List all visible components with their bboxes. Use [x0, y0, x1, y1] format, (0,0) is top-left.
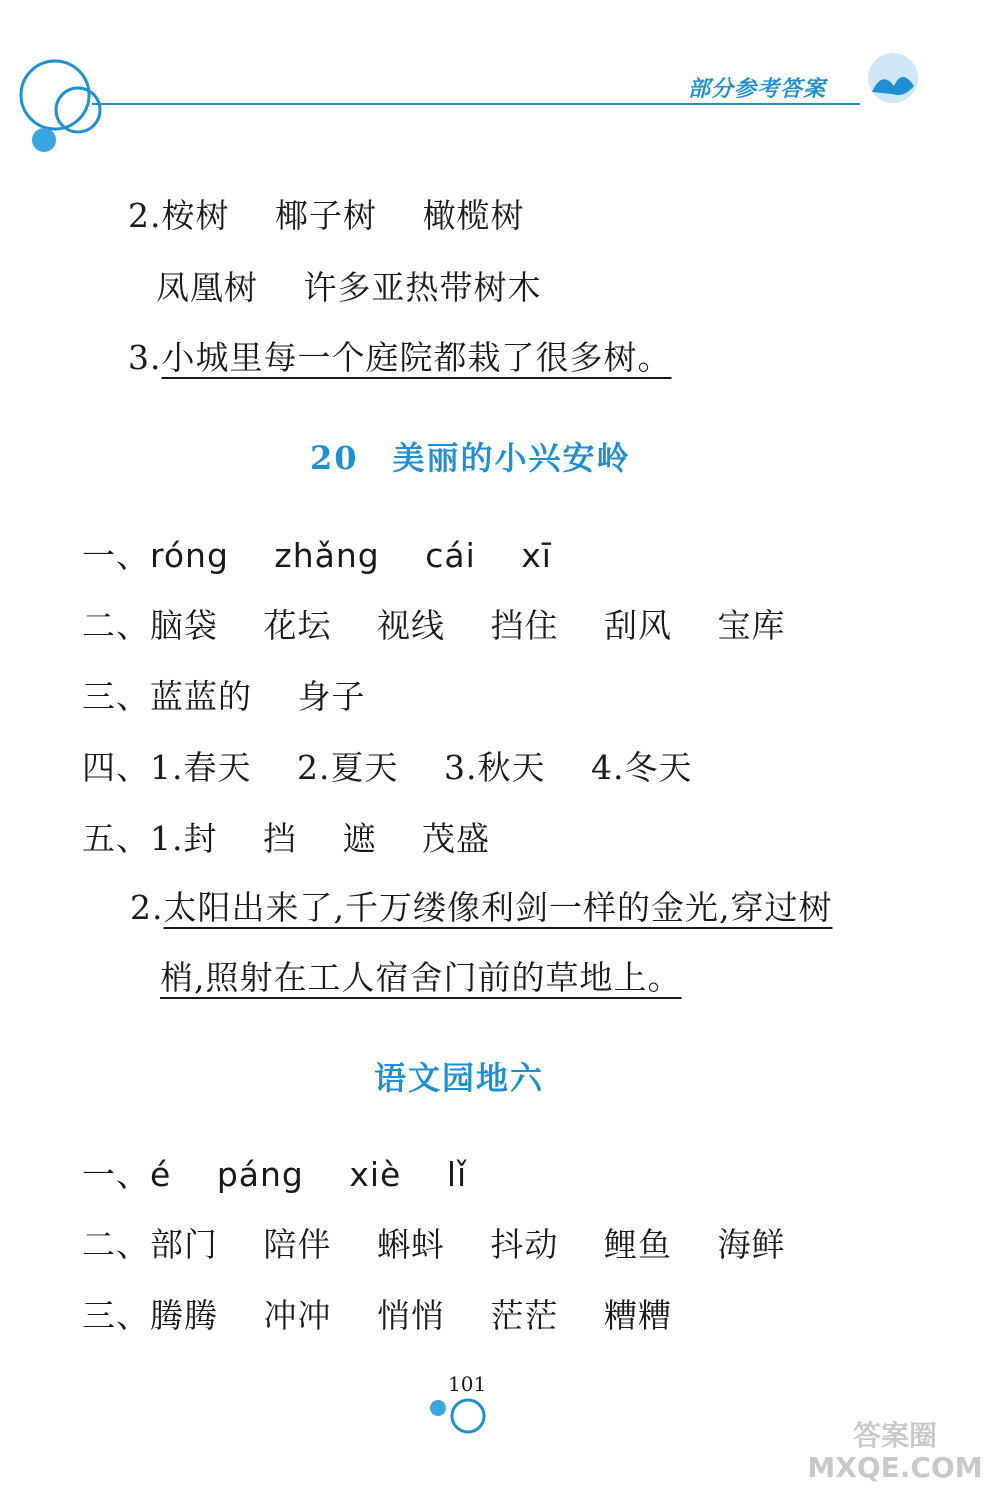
answer-item: 3.秋天 — [444, 748, 546, 787]
s20-q5 — [82, 819, 490, 859]
question-number: 2. — [130, 888, 164, 927]
answer-item: 挡 — [263, 819, 297, 858]
answer-item: 椰子树 — [275, 196, 377, 235]
question-number: 3. — [128, 338, 162, 377]
header-circles-decoration — [0, 0, 1000, 170]
answer-item: 蝌蚪 — [377, 1225, 445, 1264]
pinyin-item: lǐ — [446, 1155, 468, 1194]
s20-q3 — [82, 677, 366, 717]
answer-item: 部门 — [150, 1225, 218, 1264]
answer-item: 遮 — [342, 819, 377, 858]
lesson-number: 20 — [310, 439, 359, 477]
s20-q5-2-line1 — [130, 888, 832, 928]
answer-item: 花坛 — [263, 606, 332, 645]
pinyin-item: páng — [216, 1155, 304, 1194]
answer-sentence: 小城里每一个庭院都栽了很多树。 — [161, 338, 672, 377]
answer-item: 许多亚热带树木 — [303, 268, 542, 307]
answer-item: 冲冲 — [263, 1296, 332, 1335]
answer-sentence: 梢,照射在工人宿舍门前的草地上。 — [160, 958, 682, 997]
answer-item: 4.冬天 — [591, 748, 693, 787]
answer-item: 鲤鱼 — [604, 1225, 672, 1264]
prev-q2-line1 — [128, 196, 525, 236]
yw-q1 — [82, 1155, 467, 1195]
pinyin-item: cái — [425, 536, 476, 575]
yw-q3 — [82, 1296, 672, 1336]
pinyin-item: zhǎng — [274, 536, 380, 575]
yw-q2 — [82, 1225, 786, 1265]
answer-item: 身子 — [297, 677, 366, 716]
question-label: 四、 — [82, 748, 150, 787]
pinyin-item: xiè — [349, 1155, 402, 1194]
question-label: 一、 — [82, 1155, 150, 1194]
answer-item: 橄榄树 — [422, 196, 525, 235]
answer-item: 挡住 — [490, 606, 559, 645]
answer-item: 宝库 — [717, 606, 786, 645]
s20-q2 — [82, 606, 786, 646]
pinyin-item: róng — [150, 536, 229, 575]
answer-item: 脑袋 — [150, 606, 218, 645]
prev-q3 — [128, 338, 672, 378]
section-title-text: 语文园地六 — [374, 1059, 545, 1097]
answer-item: 抖动 — [490, 1225, 559, 1264]
answer-item: 1.春天 — [150, 748, 252, 787]
lesson-title: 美丽的小兴安岭 — [392, 439, 631, 477]
section-title-20 — [310, 438, 631, 478]
answer-item: 1.封 — [150, 819, 218, 858]
answer-item: 2.桉树 — [128, 196, 230, 235]
s20-q4 — [82, 748, 693, 788]
answer-item: 悄悄 — [377, 1296, 445, 1335]
pinyin-item: é — [150, 1155, 172, 1194]
answer-item: 海鲜 — [717, 1225, 786, 1264]
answer-item: 茫茫 — [490, 1296, 559, 1335]
answer-item: 蓝蓝的 — [150, 677, 252, 716]
question-label: 二、 — [82, 606, 150, 645]
answer-item: 2.夏天 — [297, 748, 399, 787]
question-label: 一、 — [82, 536, 150, 575]
question-label: 三、 — [82, 1296, 150, 1335]
page-number: 101 — [448, 1372, 487, 1396]
answer-item: 凤凰树 — [156, 268, 258, 307]
prev-q2-line2 — [156, 268, 542, 308]
answer-item: 茂盛 — [422, 819, 490, 858]
answer-item: 腾腾 — [150, 1296, 218, 1335]
question-label: 五、 — [82, 819, 150, 858]
question-label: 二、 — [82, 1225, 150, 1264]
section-title-yuwen — [374, 1058, 544, 1098]
answer-item: 陪伴 — [263, 1225, 332, 1264]
answer-item: 刮风 — [604, 606, 672, 645]
s20-q1 — [82, 536, 552, 576]
answer-sentence: 太阳出来了,千万缕像利剑一样的金光,穿过树 — [163, 888, 833, 927]
header-title: 部分参考答案 — [688, 77, 827, 102]
answer-item: 视线 — [377, 606, 445, 645]
s20-q5-2-line2 — [160, 958, 682, 998]
pinyin-item: xī — [521, 536, 552, 575]
answer-item: 糟糟 — [604, 1296, 672, 1335]
question-label: 三、 — [82, 677, 150, 716]
footer-circles-decoration — [420, 1390, 500, 1440]
watermark: 答案圈 MXQE.COM — [807, 1419, 983, 1484]
